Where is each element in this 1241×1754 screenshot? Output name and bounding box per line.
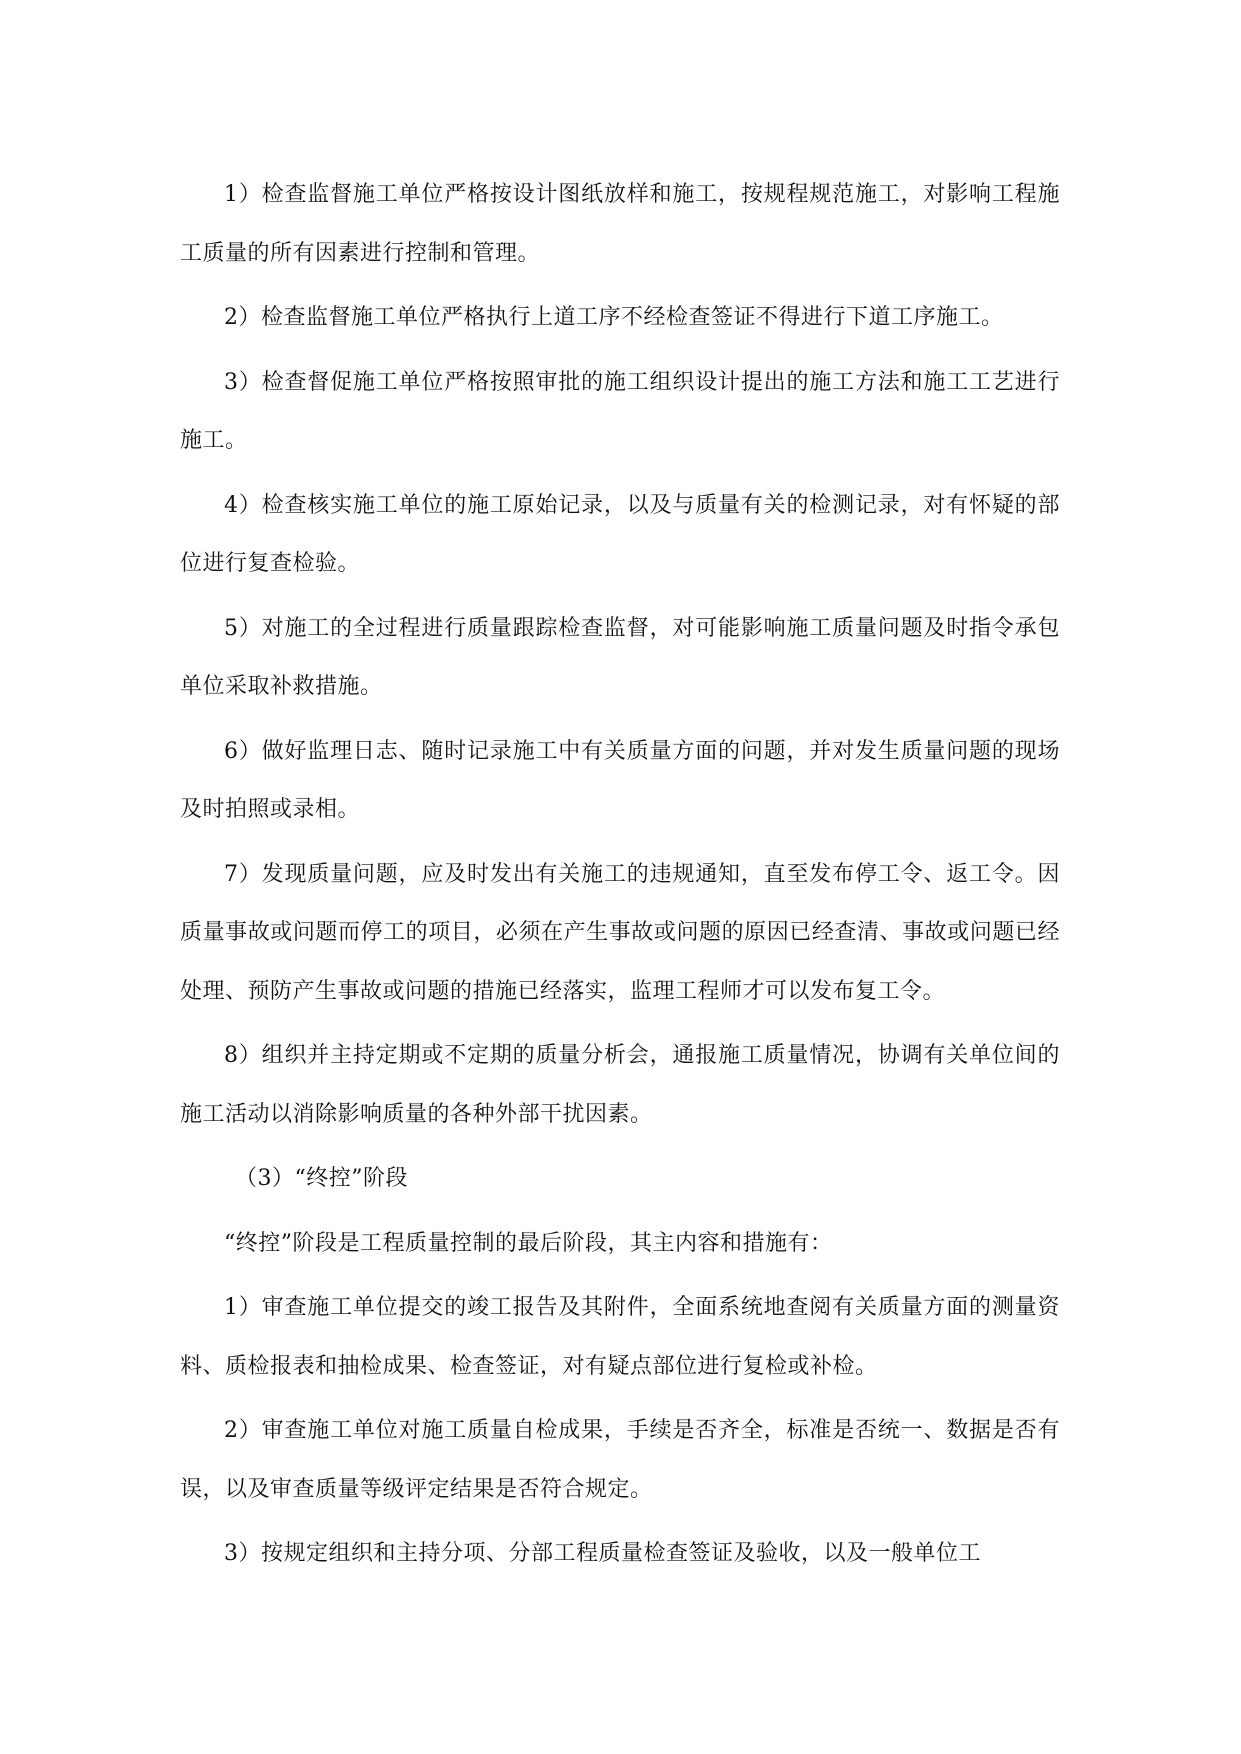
paragraph-item-3: 3）检查督促施工单位严格按照审批的施工组织设计提出的施工方法和施工工艺进行施工。 bbox=[180, 369, 1060, 453]
paragraph-item-7: 7）发现质量问题，应及时发出有关施工的违规通知，直至发布停工令、返工令。因质量事故或问题而停工的项目，必须在产生事故或问题的原因已经查清、事故或问题已经处理、预防产生事故或问题的措施已经落实，监理工程师才可以发布复工令。 bbox=[180, 861, 1060, 1004]
paragraph-item-6: 6）做好监理日志、随时记录施工中有关质量方面的问题，并对发生质量问题的现场及时拍照或录相。 bbox=[180, 738, 1060, 822]
document-body bbox=[180, 166, 1060, 1590]
paragraph-item-1: 1）检查监督施工单位严格按设计图纸放样和施工，按规程规范施工，对影响工程施工质量的所有因素进行控制和管理。 bbox=[180, 182, 1060, 266]
final-item-2: 2）审查施工单位对施工质量自检成果，手续是否齐全，标准是否统一、数据是否有误，以及审查质量等级评定结果是否符合规定。 bbox=[180, 1418, 1060, 1502]
paragraph-item-4: 4）检查核实施工单位的施工原始记录，以及与质量有关的检测记录，对有怀疑的部位进行复查检验。 bbox=[180, 492, 1060, 576]
paragraph-item-8: 8）组织并主持定期或不定期的质量分析会，通报施工质量情况，协调有关单位间的施工活动以消除影响质量的各种外部干扰因素。 bbox=[180, 1043, 1060, 1127]
paragraph-item-2: 2）检查监督施工单位严格执行上道工序不经检查签证不得进行下道工序施工。 bbox=[224, 305, 1004, 330]
final-item-3: 3）按规定组织和主持分项、分部工程质量检查签证及验收，以及一般单位工 bbox=[224, 1541, 981, 1566]
section-heading-final-control: （3）“终控”阶段 bbox=[235, 1166, 408, 1191]
section-intro: “终控”阶段是工程质量控制的最后阶段，其主内容和措施有： bbox=[224, 1230, 833, 1256]
paragraph-item-5: 5）对施工的全过程进行质量跟踪检查监督，对可能影响施工质量问题及时指令承包单位采取补救措施。 bbox=[180, 615, 1060, 699]
final-item-1: 1）审查施工单位提交的竣工报告及其附件，全面系统地查阅有关质量方面的测量资料、质检报表和抽检成果、检查签证，对有疑点部位进行复检或补检。 bbox=[180, 1295, 1060, 1379]
